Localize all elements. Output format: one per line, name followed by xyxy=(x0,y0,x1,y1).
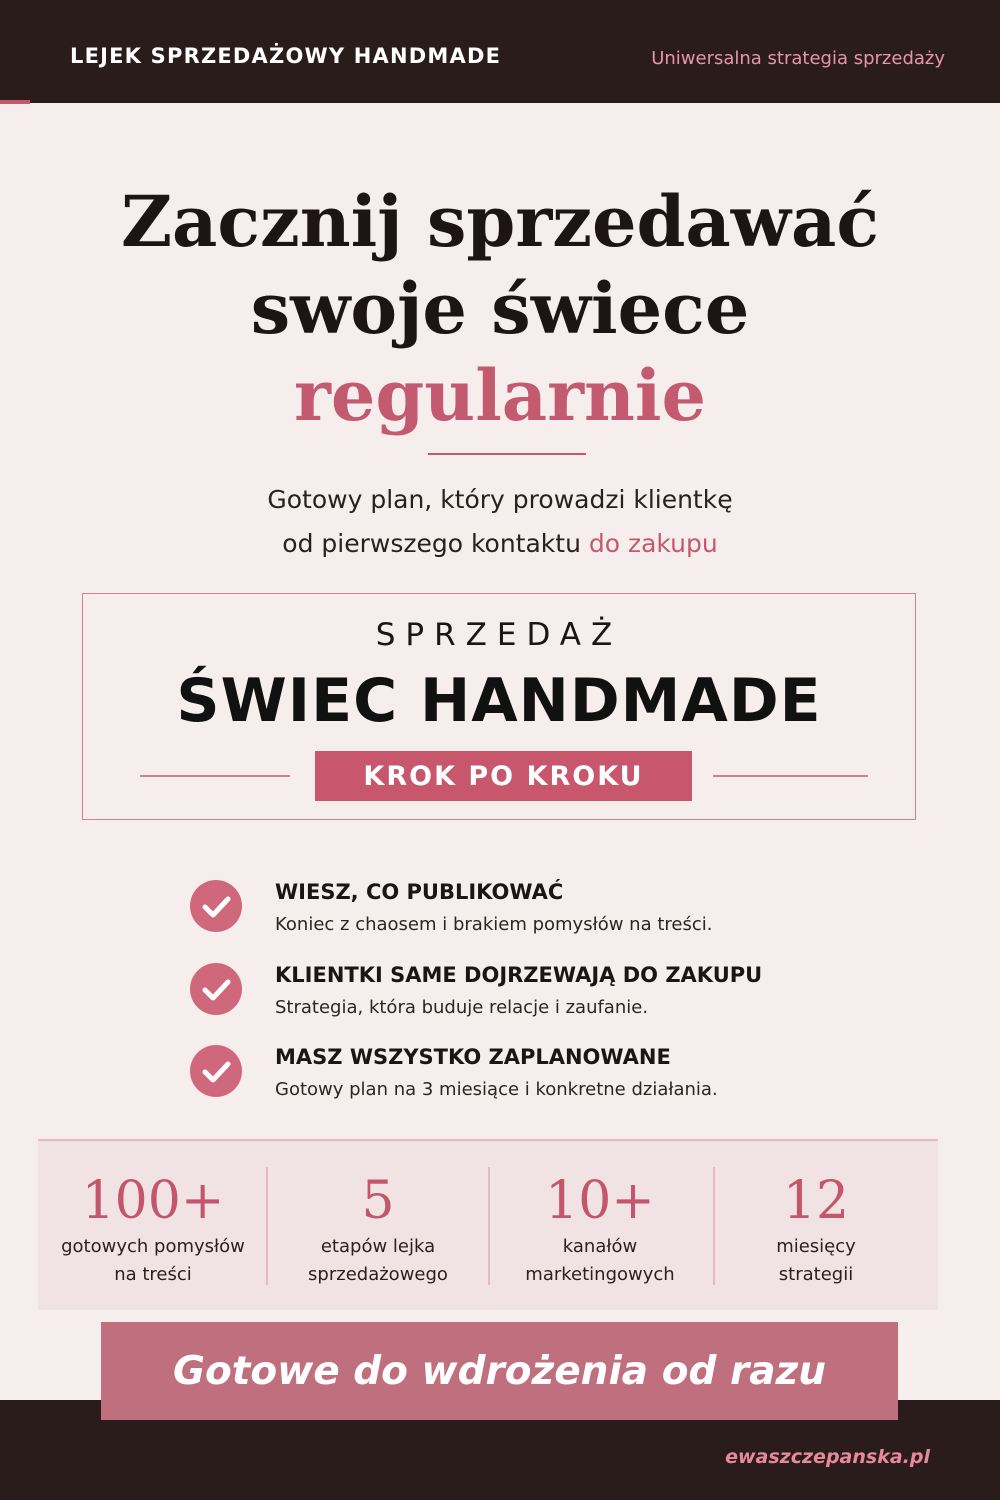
check-circle-icon xyxy=(190,880,242,932)
stat-label-line-2: sprzedażowego xyxy=(308,1264,448,1285)
subheadline-line-1: Gotowy plan, który prowadzi klientkę xyxy=(267,485,733,514)
stat-value: 5 xyxy=(361,1171,395,1231)
stat-item xyxy=(38,1141,268,1310)
stat-label xyxy=(268,1233,488,1289)
stat-item xyxy=(488,1141,712,1310)
stat-label-line-1: miesięcy xyxy=(776,1236,856,1257)
headline-divider xyxy=(428,453,586,455)
check-circle-icon xyxy=(190,963,242,1015)
stat-label xyxy=(714,1233,918,1289)
stat-item xyxy=(268,1141,488,1310)
brand-subtitle: Uniwersalna strategia sprzedaży xyxy=(651,48,945,69)
feature-item xyxy=(190,963,890,1033)
headline xyxy=(0,178,1000,439)
top-accent-stripe xyxy=(0,100,30,104)
top-bar xyxy=(0,0,1000,103)
feature-title: KLIENTKI SAME DOJRZEWAJĄ DO ZAKUPU xyxy=(275,963,763,987)
product-label: SPRZEDAŻ xyxy=(375,617,623,653)
footer-website-link[interactable]: ewaszczepanska.pl xyxy=(725,1446,930,1468)
stat-value: 12 xyxy=(782,1171,850,1231)
stats-panel xyxy=(38,1139,938,1310)
headline-accent-line: regularnie xyxy=(293,354,707,437)
feature-title: WIESZ, CO PUBLIKOWAĆ xyxy=(275,880,564,904)
product-line-right xyxy=(713,775,868,777)
stat-label xyxy=(488,1233,712,1289)
subheadline-line-2-text: od pierwszego kontaktu xyxy=(282,529,589,558)
subheadline xyxy=(0,478,1000,566)
stat-label-line-2: strategii xyxy=(778,1264,854,1285)
brand-title: LEJEK SPRZEDAŻOWY HANDMADE xyxy=(70,44,502,68)
stat-label-line-1: etapów lejka xyxy=(320,1236,436,1257)
product-line-left xyxy=(140,775,290,777)
stat-value: 10+ xyxy=(545,1171,655,1231)
product-title: ŚWIEC HANDMADE xyxy=(176,666,822,736)
stat-label xyxy=(38,1233,268,1289)
feature-description: Koniec z chaosem i brakiem pomysłów na treści. xyxy=(275,914,713,935)
stat-item xyxy=(714,1141,918,1310)
feature-title: MASZ WSZYSTKO ZAPLANOWANE xyxy=(275,1045,671,1069)
cta-banner[interactable]: Gotowe do wdrożenia od razu xyxy=(101,1322,898,1420)
feature-description: Gotowy plan na 3 miesiące i konkretne działania. xyxy=(275,1079,718,1100)
product-badge: KROK PO KROKU xyxy=(315,751,692,801)
stat-label-line-1: kanałów xyxy=(562,1236,638,1257)
stat-value: 100+ xyxy=(81,1171,225,1231)
subheadline-line-2 xyxy=(0,522,1000,566)
stat-label-line-2: marketingowych xyxy=(525,1264,675,1285)
feature-item xyxy=(190,880,890,950)
stat-label-line-1: gotowych pomysłów xyxy=(61,1236,245,1257)
product-box xyxy=(82,593,916,820)
feature-description: Strategia, która buduje relacje i zaufanie. xyxy=(275,997,649,1018)
subheadline-accent: do zakupu xyxy=(588,529,718,558)
headline-line-1: Zacznij sprzedawać xyxy=(120,180,880,263)
feature-item xyxy=(190,1045,890,1115)
headline-line-2: swoje świece xyxy=(250,267,750,350)
stat-label-line-2: na treści xyxy=(114,1264,192,1285)
check-circle-icon xyxy=(190,1045,242,1097)
